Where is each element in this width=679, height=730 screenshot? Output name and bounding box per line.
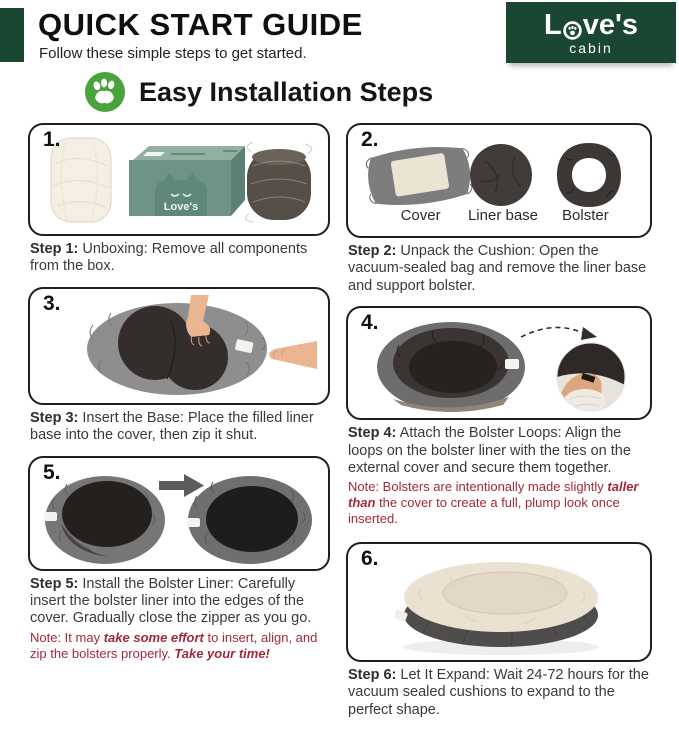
- step-2-caption: Step 2: Unpack the Cushion: Open the vacuum-sealed bag and remove the liner base and support bolster.: [348, 243, 647, 294]
- step-2-photo: [359, 141, 639, 209]
- step-2: [346, 123, 652, 297]
- step-3-caption: Step 3: Insert the Base: Place the filled liner base into the cover, then zip it shut.: [30, 409, 314, 444]
- svg-text:Love's: Love's: [163, 201, 199, 213]
- step-3-number: 3.: [43, 291, 61, 315]
- step-1-photo: [41, 134, 317, 226]
- header-accent-bar: [0, 8, 24, 62]
- paw-icon: [84, 71, 126, 113]
- step-5-number: 5.: [43, 460, 61, 484]
- section-heading: [84, 71, 433, 113]
- step-5-photo: [41, 466, 317, 566]
- step-5-caption: Step 5: Install the Bolster Liner: Carefully insert the bolster liner into the edges of the cover. Gradually close the zipper as you go.: [30, 575, 312, 627]
- step-2-figure: [346, 123, 652, 238]
- step-1-figure: [28, 123, 330, 236]
- step-4-number: 4.: [361, 311, 379, 335]
- step-2-number: 2.: [361, 128, 379, 151]
- logo-text-part1: L: [544, 8, 562, 41]
- step-4-note: Note: Bolsters are intentionally made slightly taller than the cover to create a full, plump look once inserted.: [348, 479, 639, 527]
- step-6-number: 6.: [361, 546, 379, 570]
- page-title: QUICK START GUIDE: [38, 7, 363, 42]
- step-6: [346, 542, 652, 721]
- step-4: [346, 306, 652, 533]
- brand-logo: [506, 2, 676, 63]
- step-3-figure: [28, 287, 330, 405]
- label-cover: Cover: [400, 207, 441, 224]
- steps-grid: [28, 123, 652, 730]
- step-6-photo: [359, 546, 639, 659]
- step-5-note: Note: It may take some effort to insert, align, and zip the bolsters properly. Take your time!: [30, 629, 318, 661]
- right-column: [346, 123, 652, 730]
- label-bolster: Bolster: [562, 207, 609, 224]
- step-5: [28, 456, 330, 668]
- page-subtitle: Follow these simple steps to get started.: [39, 45, 307, 63]
- section-title: Easy Installation Steps: [139, 76, 434, 107]
- logo-subtext: cabin: [569, 39, 613, 56]
- step-1-number: 1.: [43, 128, 61, 151]
- step-4-figure: [346, 306, 652, 420]
- paw-o-icon: [563, 17, 582, 36]
- step-1: [28, 123, 330, 278]
- step-3: [28, 287, 330, 447]
- step-4-caption: Step 4: Attach the Bolster Loops: Align the loops on the bolster liner with the ties on the external cover and secure them together.: [348, 425, 631, 476]
- step-6-figure: [346, 542, 652, 662]
- step-5-figure: [28, 456, 330, 571]
- step-3-photo: [41, 295, 317, 399]
- step-6-caption: Step 6: Let It Expand: Wait 24-72 hours for the vacuum sealed cushions to expand to the perfect shape.: [348, 666, 649, 718]
- left-column: [28, 123, 330, 676]
- step-2-part-labels: [356, 207, 642, 224]
- logo-wordmark: [544, 8, 638, 41]
- step-1-caption: Step 1: Unboxing: Remove all components from the box.: [30, 241, 308, 275]
- header-text: [38, 8, 363, 62]
- logo-text-part2: ve's: [582, 8, 638, 41]
- label-liner-base: Liner base: [467, 207, 539, 224]
- step-4-photo: [359, 315, 639, 415]
